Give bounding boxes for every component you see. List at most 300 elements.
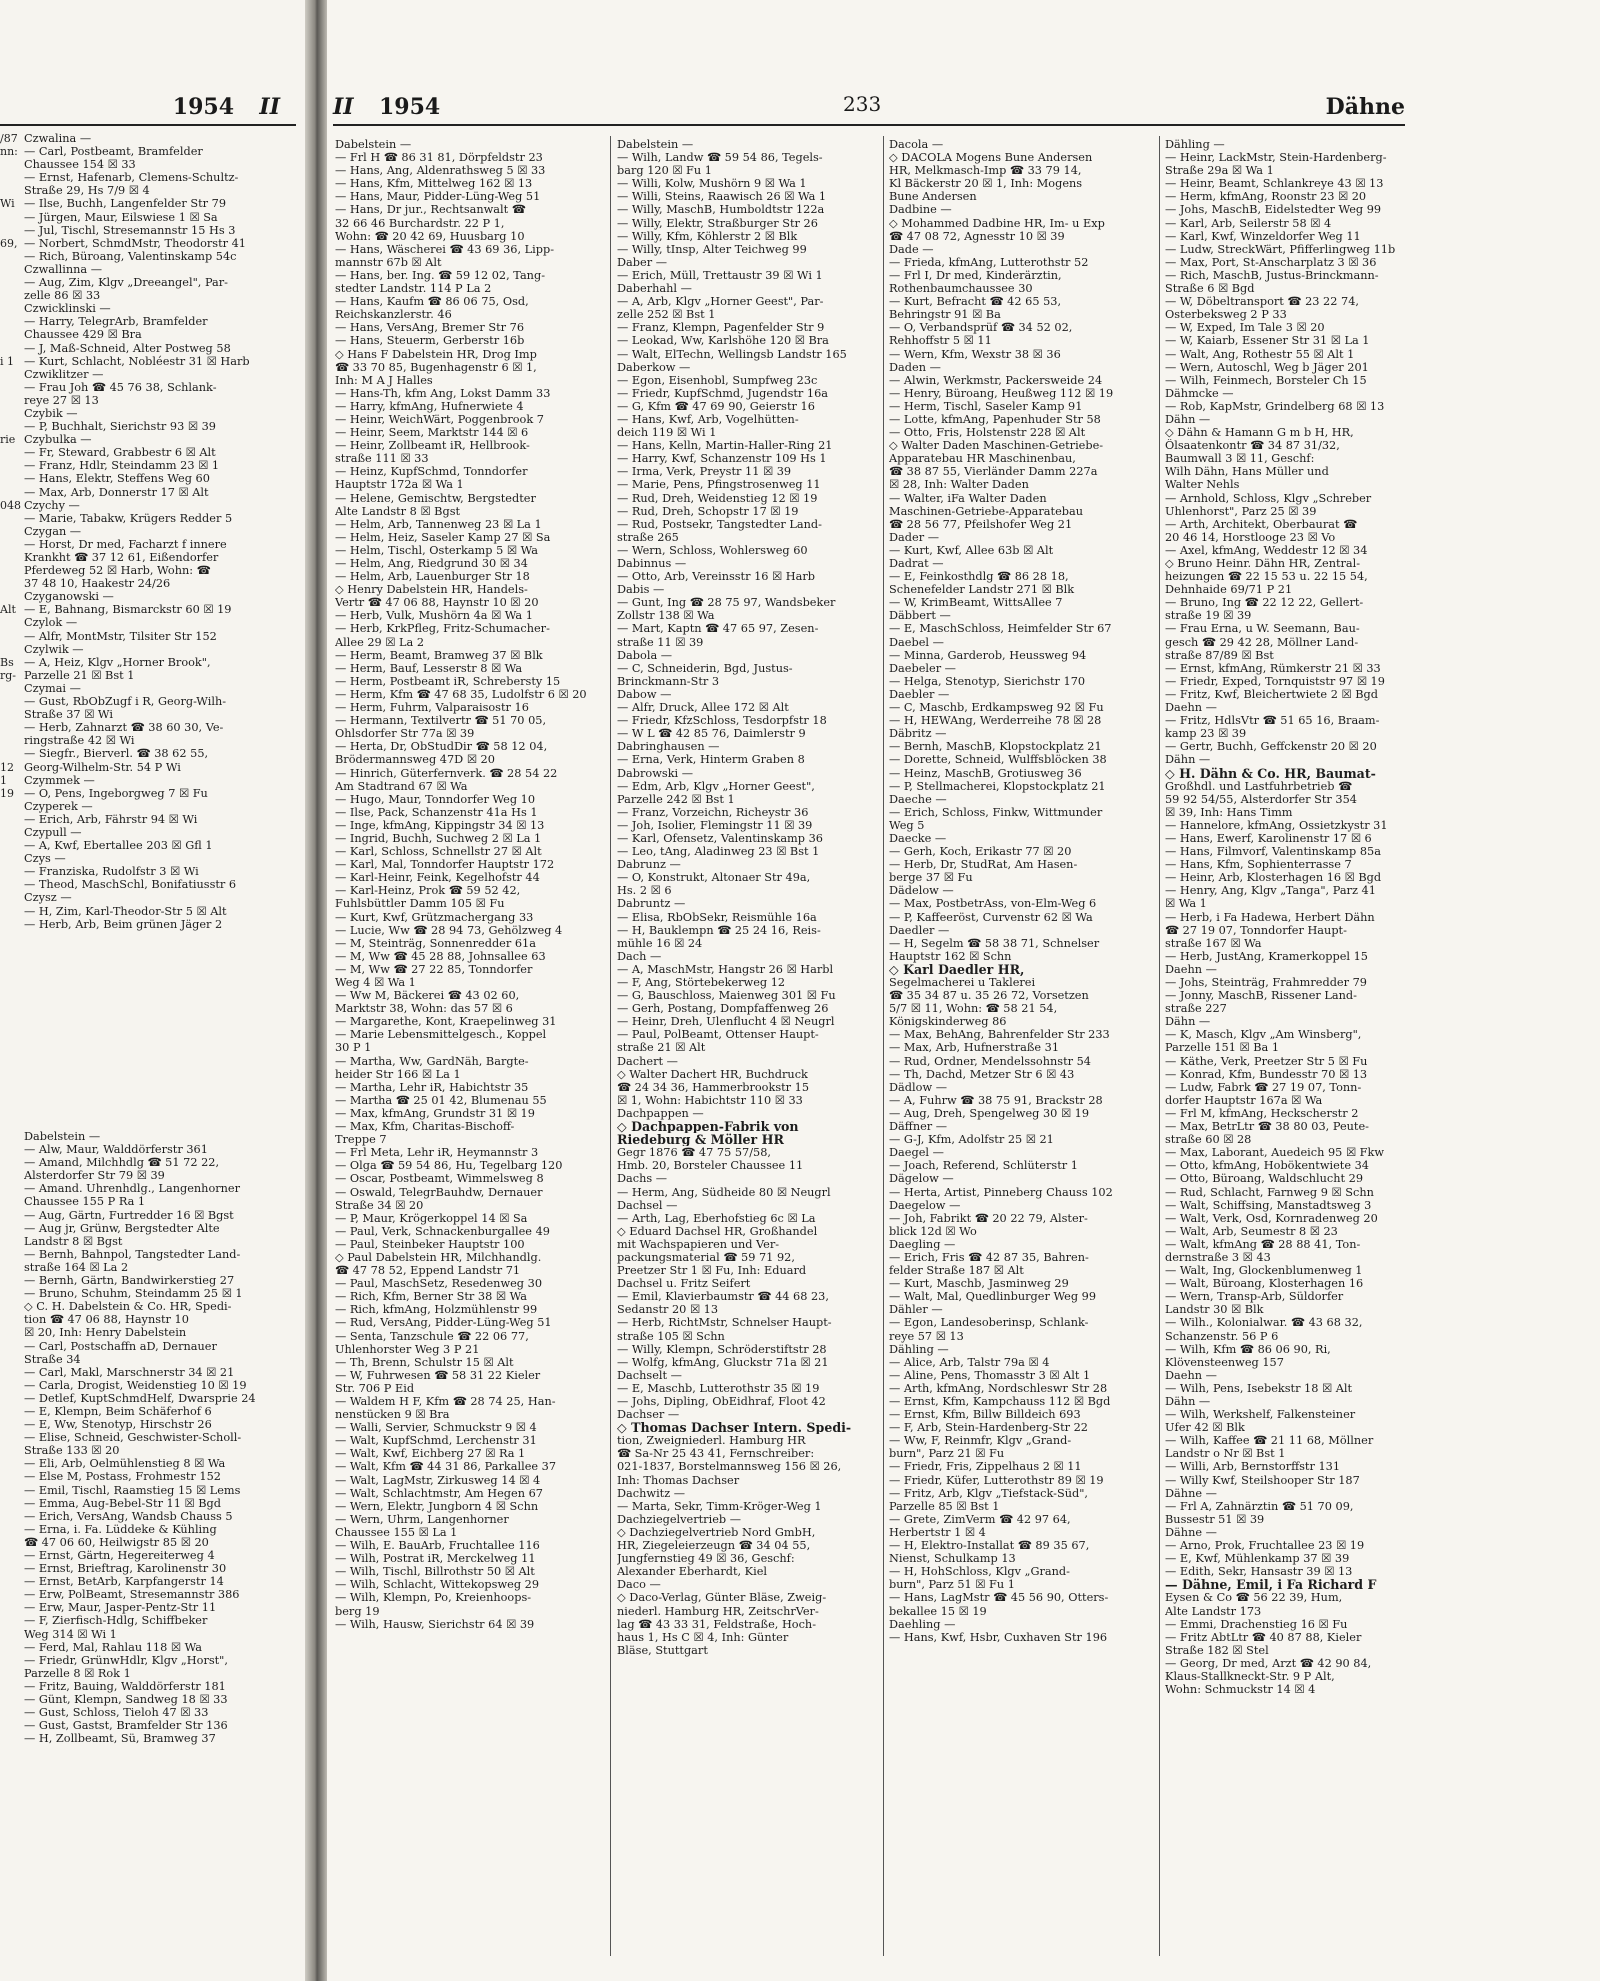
directory-entry-line: Pferdeweg 52 ☒ Harb, Wohn: ☎	[24, 564, 211, 578]
directory-column-3	[889, 138, 1155, 1644]
directory-entry-line: — Rud, Schlacht, Farnweg 9 ☒ Schn	[1165, 1185, 1374, 1199]
surname-heading: Dachziegelvertrieb —	[617, 1512, 742, 1526]
directory-entry-line: — Eli, Arb, Oelmühlenstieg 8 ☒ Wa	[24, 1457, 226, 1471]
directory-entry-line: — Walt, KupfSchmd, Lerchenstr 31	[335, 1434, 537, 1448]
directory-entry-line: ◇ Daco-Verlag, Günter Bläse, Zweig-	[617, 1591, 827, 1605]
directory-entry-line: — C, Maschb, Erdkampsweg 92 ☒ Fu	[889, 701, 1104, 715]
directory-entry-line: ☎ 33 70 85, Bugenhagenstr 6 ☒ 1,	[335, 360, 537, 374]
margin-fragment	[0, 721, 22, 734]
directory-entry-line: Chaussee 155 P Ra 1	[24, 1195, 146, 1209]
directory-entry-line: — G-J, Kfm, Adolfstr 25 ☒ 21	[889, 1133, 1054, 1147]
surname-heading: Dähler —	[889, 1303, 943, 1317]
directory-entry-line: — Hinrich, Güterfernverk. ☎ 28 54 22	[335, 766, 558, 780]
directory-entry-line: deich 119 ☒ Wi 1	[617, 426, 717, 440]
surname-heading: Dähn —	[1165, 1015, 1211, 1029]
surname-heading: Dabola —	[617, 648, 673, 662]
directory-entry-line: — Willy, tInsp, Alter Teichweg 99	[617, 242, 807, 256]
directory-entry-line: Ohlsdorfer Str 77a ☒ 39	[335, 727, 475, 741]
directory-entry-line: — Herm, Postbeamt iR, Schrebersty 15	[335, 674, 561, 688]
margin-fragment	[0, 446, 22, 459]
directory-entry-line: — Herb, RichtMstr, Schnelser Haupt-	[617, 1316, 832, 1330]
surname-heading: Czysz —	[24, 891, 72, 905]
directory-entry-line: Jungfernstieg 49 ☒ 36, Geschf:	[617, 1552, 795, 1566]
directory-entry-line: — Hans, ber. Ing. ☎ 59 12 02, Tang-	[335, 268, 546, 282]
directory-entry-line: Inh: M A J Halles	[335, 373, 433, 387]
directory-entry-line: — Günt, Klempn, Sandweg 18 ☒ 33	[24, 1693, 228, 1707]
directory-entry-line: — Arnhold, Schloss, Klgv „Schreber	[1165, 491, 1372, 505]
directory-entry-line: bekallee 15 ☒ 19	[889, 1604, 987, 1618]
header-keyword: Dähne	[1325, 94, 1405, 120]
directory-entry-line: — H, Elektro-Installat ☎ 89 35 67,	[889, 1539, 1090, 1553]
directory-entry-line: — Frau Erna, u W. Seemann, Bau-	[1165, 622, 1360, 636]
directory-entry-line: — Bruno, Ing ☎ 22 12 22, Gellert-	[1165, 596, 1364, 610]
directory-entry-line: — Alice, Arb, Talstr 79a ☒ 4	[889, 1355, 1050, 1369]
surname-heading: Daecke —	[889, 831, 947, 845]
left-header-year: 1954	[172, 94, 234, 120]
directory-entry-line: 5/7 ☒ 11, Wohn: ☎ 58 21 54,	[889, 1002, 1058, 1016]
directory-entry-line: — Th, Brenn, Schulstr 15 ☒ Alt	[335, 1355, 514, 1369]
directory-entry-line: — Emil, Klavierbaumstr ☎ 44 68 23,	[617, 1290, 829, 1304]
directory-entry-line: mannstr 67b ☒ Alt	[335, 255, 442, 269]
directory-entry-line: — W, Fuhrwesen ☎ 58 31 22 Kieler	[335, 1368, 541, 1382]
directory-entry-line: ☎ 38 87 55, Vierländer Damm 227a	[889, 465, 1098, 479]
directory-entry-line: — H, Segelm ☎ 58 38 71, Schnelser	[889, 936, 1100, 950]
directory-entry-line: Wilh Dähn, Hans Müller und	[1165, 465, 1329, 479]
left-page-header	[0, 88, 296, 126]
directory-entry-line: — Ernst, Gärtn, Hegereiterweg 4	[24, 1549, 215, 1562]
directory-entry-line: — Willy, Klempn, Schröderstiftstr 28	[617, 1342, 827, 1356]
directory-entry-line: Uhlenhorster Weg 3 P 21	[335, 1342, 480, 1356]
directory-entry-line: — F, Arb, Stein-Hardenberg-Str 22	[889, 1421, 1088, 1435]
directory-entry-line: Osterbeksweg 2 P 33	[1165, 308, 1287, 322]
directory-entry-line: — H, Zollbeamt, Sü, Bramweg 37	[24, 1732, 216, 1746]
margin-fragment	[0, 472, 22, 485]
directory-entry-line: — Johs, Steinträg, Frahmredder 79	[1165, 976, 1367, 989]
directory-entry-line: — Elise, Schneid, Geschwister-Scholl-	[24, 1431, 242, 1445]
margin-fragment	[0, 171, 22, 184]
directory-entry-line: — Heinz, MaschB, Grotiusweg 36	[889, 766, 1082, 780]
directory-entry-line: — E, Feinkosthdlg ☎ 86 28 18,	[889, 570, 1069, 584]
directory-entry-line: straße 11 ☒ 39	[617, 635, 704, 649]
directory-entry-line: Landstr 8 ☒ Bgst	[24, 1234, 123, 1248]
directory-entry-line: ☎ 47 06 60, Heilwigstr 85 ☒ 20	[24, 1535, 209, 1549]
margin-fragment	[0, 551, 22, 564]
directory-entry-line: — Walt, Ing, Glockenblumenweg 1	[1165, 1264, 1363, 1278]
directory-entry-line: — Karl-Heinr, Feink, Kegelhofstr 44	[335, 871, 540, 885]
directory-entry-line: — Jürgen, Maur, Eilswiese 1 ☒ Sa	[24, 210, 218, 224]
surname-heading: Däbbert —	[889, 609, 951, 623]
directory-entry-line: — Rud, Dreh, Schopstr 17 ☒ 19	[617, 504, 799, 518]
directory-entry-line: — Wilh, Schlacht, Wittekopsweg 29	[335, 1578, 540, 1592]
margin-fragment: 048	[0, 498, 21, 512]
margin-fragment	[0, 315, 22, 328]
directory-entry-line: — Herb, JustAng, Kramerkoppel 15	[1165, 949, 1368, 963]
surname-heading: Czybulka —	[24, 433, 92, 447]
surname-heading: Czylok —	[24, 616, 78, 630]
directory-entry-line: Eysen & Co ☎ 56 22 39, Hum,	[1165, 1591, 1343, 1605]
directory-entry-line: ☒ 39, Inh: Hans Timm	[1165, 805, 1293, 819]
directory-entry-line: berge 37 ☒ Fu	[889, 871, 973, 885]
directory-entry-line: — Horst, Dr med, Facharzt f innere	[24, 537, 227, 551]
surname-heading: Dabis —	[617, 583, 665, 597]
surname-heading: Czylwik —	[24, 642, 84, 656]
surname-heading: Daehn —	[1165, 701, 1217, 715]
directory-entry-line: — Otto, kfmAng, Hobökentwiete 34	[1165, 1159, 1369, 1173]
directory-entry-line: — Ww, F, Reinmfr, Klgv „Grand-	[889, 1434, 1072, 1448]
margin-fragment	[0, 616, 22, 629]
directory-entry-line: — Herb, Vulk, Mushörn 4a ☒ Wa 1	[335, 609, 533, 623]
directory-entry-line: straße 164 ☒ La 2	[24, 1260, 129, 1274]
directory-entry-line: — Wern, Uhrm, Langenhorner	[335, 1512, 509, 1526]
directory-entry-line: — Wilh, Kaffee ☎ 21 11 68, Möllner	[1165, 1434, 1374, 1448]
directory-entry-line: — Wilh, Landw ☎ 59 54 86, Tegels-	[617, 151, 823, 165]
directory-entry-line: ☎ 24 34 36, Hammerbrookstr 15	[617, 1080, 810, 1094]
directory-entry-line: — Paul, Verk, Schnackenburgallee 49	[335, 1224, 550, 1238]
directory-entry-line: HR, Melkmasch-Imp ☎ 33 79 14,	[889, 164, 1082, 178]
surname-heading: Czwicklinski —	[24, 302, 111, 316]
column-divider	[1159, 136, 1160, 1956]
right-header-year: 1954	[379, 94, 441, 120]
directory-entry-line: Fuhlsbüttler Damm 105 ☒ Fu	[335, 897, 505, 911]
directory-entry-line: — E, MaschSchloss, Heimfelder Str 67	[889, 622, 1112, 636]
directory-entry-line: Klövensteenweg 157	[1165, 1355, 1284, 1369]
directory-entry-line: Uhlenhorst", Parz 25 ☒ 39	[1165, 504, 1317, 518]
directory-entry-line: — Rud, Postsekr, Tangstedter Land-	[617, 517, 822, 531]
directory-entry-line: — Bernh, Gärtn, Bandwirkerstieg 27	[24, 1274, 235, 1288]
margin-fragment	[0, 747, 22, 760]
directory-entry-line: Marktstr 38, Wohn: das 57 ☒ 6	[335, 1002, 513, 1016]
margin-fragment	[0, 342, 22, 355]
directory-entry-line: ☎ Sa-Nr 25 43 41, Fernschreiber:	[617, 1447, 815, 1461]
directory-entry-line: ringstraße 42 ☒ Wi	[24, 734, 135, 748]
directory-entry-line: — Gust, RbObZugf i R, Georg-Wilh-	[24, 695, 227, 709]
directory-entry-line: — Fritz, Kwf, Bleichertwiete 2 ☒ Bgd	[1165, 687, 1378, 701]
directory-entry-line: — Max, Arb, Hufnerstraße 31	[889, 1041, 1060, 1055]
directory-entry-line: — W, Kaiarb, Essener Str 31 ☒ La 1	[1165, 334, 1370, 348]
directory-entry-line: — Egon, Eisenhobl, Sumpfweg 23c	[617, 373, 818, 387]
surname-heading: Czyperek —	[24, 799, 93, 813]
surname-heading: Daber —	[617, 255, 667, 269]
directory-entry-line: — Max, kfmAng, Grundstr 31 ☒ 19	[335, 1106, 535, 1120]
directory-entry-line: — Frl I, Dr med, Kinderärztin,	[889, 268, 1062, 282]
directory-entry-line: — Jonny, MaschB, Rissener Land-	[1165, 989, 1357, 1003]
surname-heading: Dachser —	[617, 1408, 680, 1422]
directory-entry-line: — Bernh, MaschB, Klopstockplatz 21	[889, 740, 1102, 754]
margin-fragment: nn:	[0, 145, 18, 159]
directory-entry-line: — Fritz, Bauing, Walddörferstr 181	[24, 1679, 226, 1693]
directory-entry-line: — Friedr, Fris, Zippelhaus 2 ☒ 11	[889, 1460, 1082, 1474]
directory-entry-line: — H, HohSchloss, Klgv „Grand-	[889, 1565, 1070, 1579]
margin-fragment	[0, 525, 22, 538]
surname-heading: Daegling —	[889, 1237, 956, 1251]
directory-entry-line: Parzelle 8 ☒ Rok 1	[24, 1666, 131, 1680]
directory-entry-line: Treppe 7	[335, 1133, 387, 1147]
margin-fragment	[0, 328, 22, 341]
directory-entry-line: — M, Steinträg, Sonnenredder 61a	[335, 936, 536, 950]
directory-entry-line: — W, Döbeltransport ☎ 23 22 74,	[1165, 295, 1359, 309]
directory-entry-line: — Hans, Steuerm, Gerberstr 16b	[335, 334, 525, 348]
margin-fragment	[0, 211, 22, 224]
directory-entry-line: burn", Parz 21 ☒ Fu	[889, 1447, 1005, 1461]
directory-entry-line: straße 21 ☒ Alt	[617, 1041, 706, 1055]
directory-entry-line: — Aug, Dreh, Spengelweg 30 ☒ 19	[889, 1106, 1090, 1120]
surname-heading: Dadbine —	[889, 203, 952, 217]
column-divider	[883, 136, 884, 1956]
surname-heading: Daberhahl —	[617, 282, 692, 296]
directory-entry-line: Dehnhaide 69/71 P 21	[1165, 583, 1293, 597]
directory-entry-line: — Helm, Ang, Riedgrund 30 ☒ 34	[335, 557, 528, 570]
directory-entry-line: — Ernst, Hafenarb, Clemens-Schultz-	[24, 171, 239, 185]
directory-entry-line: Riedeburg & Möller HR	[617, 1133, 784, 1147]
directory-entry-line: — Hans, Maur, Pidder-Lüng-Weg 51	[335, 190, 541, 204]
surname-heading: Czypull —	[24, 825, 82, 839]
directory-entry-line: ☎ 47 78 52, Eppend Landstr 71	[335, 1264, 521, 1278]
directory-entry-line: 20 46 14, Horstlooge 23 ☒ Vo	[1165, 530, 1336, 544]
directory-entry-line: packungsmaterial ☎ 59 71 92,	[617, 1250, 795, 1264]
directory-entry-line: — Georg, Dr med, Arzt ☎ 42 90 84,	[1165, 1656, 1372, 1670]
directory-entry-line: — Arth, Architekt, Oberbaurat ☎	[1165, 517, 1358, 531]
surname-heading: Czwalina —	[24, 132, 92, 145]
directory-entry-line: — Arno, Prok, Fruchtallee 23 ☒ 19	[1165, 1539, 1365, 1553]
directory-entry-line: Bussestr 51 ☒ 39	[1165, 1512, 1265, 1526]
surname-heading: Czyganowski —	[24, 590, 114, 604]
surname-heading: Dähling —	[1165, 138, 1225, 151]
directory-entry-line: Nienst, Schulkamp 13	[889, 1552, 1016, 1566]
directory-entry-line: — Hugo, Maur, Tonndorfer Weg 10	[335, 792, 536, 806]
surname-heading: Dabelstein —	[617, 138, 694, 151]
margin-fragment	[0, 276, 22, 289]
directory-entry-line: — Marta, Sekr, Timm-Kröger-Weg 1	[617, 1499, 822, 1513]
directory-entry-line: — Kurt, Kwf, Grützmachergang 33	[335, 910, 534, 924]
margin-fragment	[0, 734, 22, 747]
directory-entry-line: ◇ Paul Dabelstein HR, Milchhandlg.	[335, 1250, 542, 1264]
directory-entry-line: Straße 34 ☒ 20	[335, 1198, 424, 1212]
directory-entry-line: 30 P 1	[335, 1041, 372, 1055]
directory-entry-line: — Leokad, Ww, Karlshöhe 120 ☒ Bra	[617, 334, 829, 348]
margin-fragment: rg-	[0, 668, 17, 682]
margin-fragment	[0, 486, 22, 499]
directory-entry-line: — O, Konstrukt, Altonaer Str 49a,	[617, 871, 811, 885]
directory-entry-line: — Rob, KapMstr, Grindelberg 68 ☒ 13	[1165, 399, 1385, 413]
directory-entry-line: — Leo, tAng, Aladinweg 23 ☒ Bst 1	[617, 845, 820, 859]
directory-entry-line: Parzelle 85 ☒ Bst 1	[889, 1499, 1000, 1513]
surname-heading: Dabringhausen —	[617, 740, 720, 754]
surname-heading: Däbritz —	[889, 727, 947, 741]
right-header-roman: II	[333, 94, 354, 120]
directory-entry-line: — Hermann, Textilvertr ☎ 51 70 05,	[335, 714, 547, 728]
directory-entry-line: Schanzenstr. 56 P 6	[1165, 1329, 1279, 1343]
directory-entry-line: straße 167 ☒ Wa	[1165, 936, 1262, 950]
directory-entry-line: — M, Ww ☎ 45 28 88, Johnsallee 63	[335, 949, 546, 963]
directory-entry-line: — H, Zim, Karl-Theodor-Str 5 ☒ Alt	[24, 904, 227, 918]
directory-entry-line: — Karl, Mal, Tonndorfer Hauptstr 172	[335, 858, 555, 872]
directory-entry-line: — Franz, Vorzeichn, Richeystr 36	[617, 805, 809, 819]
directory-entry-line: ◇ Bruno Heinr. Dähn HR, Zentral-	[1165, 557, 1361, 570]
directory-entry-line: — Willy, Elektr, Straßburger Str 26	[617, 216, 818, 230]
directory-entry-line: — Walt, Kwf, Eichberg 27 ☒ Ra 1	[335, 1447, 526, 1461]
directory-entry-line: Chaussee 154 ☒ 33	[24, 158, 136, 172]
directory-entry-line: — Waldem H F, Kfm ☎ 28 74 25, Han-	[335, 1395, 556, 1408]
directory-entry-line: — Henry, Ang, Klgv „Tanga", Parz 41	[1165, 884, 1376, 898]
surname-heading: Czychy —	[24, 498, 80, 512]
directory-entry-line: straße 265	[617, 530, 679, 544]
directory-entry-line: — Marie Lebensmittelgesch., Koppel	[335, 1028, 547, 1042]
directory-entry-line: lag ☎ 43 33 31, Feldstraße, Hoch-	[617, 1617, 817, 1631]
directory-entry-line: reye 27 ☒ 13	[24, 393, 99, 407]
surname-heading: Daeche —	[889, 792, 947, 806]
directory-entry-line: — Alfr, Druck, Allee 172 ☒ Alt	[617, 701, 789, 715]
margin-fragment	[0, 394, 22, 407]
directory-entry-line: — Henry, Büroang, Heußweg 112 ☒ 19	[889, 386, 1114, 400]
directory-entry-line: gesch ☎ 29 42 28, Möllner Land-	[1165, 635, 1359, 649]
directory-entry-line: ☎ 28 56 77, Pfeilshofer Weg 21	[889, 517, 1073, 531]
directory-entry-line: — Heinr, Zollbeamt iR, Hellbrook-	[335, 439, 530, 453]
left-column-top	[24, 132, 292, 931]
directory-entry-line: — Frl A, Zahnärztin ☎ 51 70 09,	[1165, 1499, 1354, 1513]
directory-column-4	[1165, 138, 1433, 1696]
directory-entry-line: — Erna, i. Fa. Lüddeke & Kühling	[24, 1522, 217, 1536]
directory-entry-line: stedter Landstr. 114 P La 2	[335, 282, 492, 296]
directory-entry-line: — Carla, Drogist, Weidenstieg 10 ☒ 19	[24, 1378, 247, 1392]
directory-entry-line: — Rud, Dreh, Weidenstieg 12 ☒ 19	[617, 491, 818, 505]
directory-entry-line: — Heinr, Seem, Marktstr 144 ☒ 6	[335, 426, 529, 440]
directory-entry-line: Maschinen-Getriebe-Apparatebau	[889, 504, 1084, 518]
directory-entry-line: — Ludw, StreckWärt, Pfifferlingweg 11b	[1165, 242, 1396, 256]
directory-entry-line: Straße 29a ☒ Wa 1	[1165, 164, 1274, 178]
surname-heading: Dade —	[889, 242, 934, 256]
directory-entry-line: — Ingrid, Buchh, Suchweg 2 ☒ La 1	[335, 831, 542, 845]
directory-entry-line: — Fr, Steward, Grabbestr 6 ☒ Alt	[24, 446, 216, 460]
directory-entry-line: — Paul, PolBeamt, Ottenser Haupt-	[617, 1028, 819, 1042]
directory-entry-line: — Herb, Arb, Beim grünen Jäger 2	[24, 917, 223, 931]
directory-entry-line: ◇ DACOLA Mogens Bune Andersen	[889, 151, 1093, 165]
directory-entry-line: — Erich, Fris ☎ 42 87 35, Bahren-	[889, 1250, 1089, 1264]
directory-entry-line: — Axel, kfmAng, Weddestr 12 ☒ 34	[1165, 543, 1368, 557]
directory-entry-line: — Oswald, TelegrBauhdw, Dernauer	[335, 1185, 543, 1199]
directory-entry-line: — A, Fuhrw ☎ 38 75 91, Brackstr 28	[889, 1093, 1103, 1107]
left-margin-fragments	[0, 132, 22, 800]
directory-entry-line: — Bernh, Bahnpol, Tangstedter Land-	[24, 1247, 241, 1261]
directory-entry-line: ☎ 27 19 07, Tonndorfer Haupt-	[1165, 923, 1347, 937]
directory-entry-line: — Max, BetrLtr ☎ 38 80 03, Peute-	[1165, 1120, 1369, 1134]
directory-entry-line: — Johs, MaschB, Eidelstedter Weg 99	[1165, 203, 1382, 217]
surname-heading: Dähne —	[1165, 1486, 1217, 1500]
directory-entry-line: — Emma, Aug-Bebel-Str 11 ☒ Bgd	[24, 1496, 222, 1510]
directory-entry-line: — Walter, iFa Walter Daden	[889, 491, 1047, 505]
margin-fragment	[0, 263, 22, 276]
directory-entry-line: — E, Maschb, Lutterothstr 35 ☒ 19	[617, 1381, 820, 1395]
directory-entry-line: — Joh, Isolier, Flemingstr 11 ☒ 39	[617, 818, 813, 832]
directory-entry-line: — Karl, Ofensetz, Valentinskamp 36	[617, 831, 823, 845]
directory-entry-line: — Harry, kfmAng, Hufnerwiete 4	[335, 399, 524, 413]
surname-heading: Dachwitz —	[617, 1486, 686, 1500]
surname-heading: Dachs —	[617, 1172, 668, 1186]
directory-entry-line: — Franz, Klempn, Pagenfelder Str 9	[617, 321, 825, 335]
directory-entry-line: niederl. Hamburg HR, ZeitschrVer-	[617, 1604, 819, 1618]
directory-entry-line: — Willy Kwf, Steilshooper Str 187	[1165, 1473, 1360, 1487]
directory-entry-line: — Helm, Heiz, Saseler Kamp 27 ☒ Sa	[335, 530, 551, 544]
directory-entry-line: — Otto, Fris, Holstenstr 228 ☒ Alt	[889, 426, 1086, 440]
directory-entry-line: — Grete, ZimVerm ☎ 42 97 64,	[889, 1512, 1071, 1526]
directory-entry-line: — Wern, Elektr, Jungborn 4 ☒ Schn	[335, 1499, 539, 1513]
directory-entry-line: — Ernst, Kfm, Kampchauss 112 ☒ Bgd	[889, 1395, 1111, 1408]
directory-entry-line: — Elisa, RbObSekr, Reismühle 16a	[617, 910, 817, 924]
directory-entry-line: Krankht ☎ 37 12 61, Eißendorfer	[24, 551, 219, 564]
directory-entry-line: — Wilh, E. BauArb, Fruchtallee 116	[335, 1539, 540, 1553]
directory-entry-line: — Herm, Kfm ☎ 47 68 35, Ludolfstr 6 ☒ 20	[335, 687, 587, 701]
directory-entry-line: — Franziska, Rudolfstr 3 ☒ Wi	[24, 865, 199, 879]
directory-entry-line: — Hans, Ang, Aldenrathsweg 5 ☒ 33	[335, 164, 546, 178]
directory-entry-line: Straße 37 ☒ Wi	[24, 708, 113, 722]
directory-entry-line: ◇ Henry Dabelstein HR, Handels-	[335, 583, 528, 597]
directory-entry-line: — H, HEWAng, Werderreihe 78 ☒ 28	[889, 714, 1102, 728]
directory-entry-line: 59 92 54/55, Alsterdorfer Str 354	[1165, 792, 1357, 806]
directory-entry-line: ◇ Karl Daedler HR,	[889, 962, 1025, 976]
surname-heading: Czwiklitzer —	[24, 367, 104, 381]
surname-heading: Dähn —	[1165, 753, 1211, 767]
directory-entry-line: Behringstr 91 ☒ Ba	[889, 308, 1001, 322]
directory-entry-line: — Helga, Stenotyp, Sierichstr 170	[889, 674, 1086, 688]
directory-entry-line: — Herm, Fuhrm, Valparaisostr 16	[335, 701, 529, 715]
directory-entry-line: — Herm, Tischl, Saseler Kamp 91	[889, 399, 1083, 413]
directory-entry-line: — Erich, Schloss, Finkw, Wittmunder	[889, 805, 1103, 819]
directory-entry-line: Straße 29, Hs 7/9 ☒ 4	[24, 184, 150, 198]
directory-entry-line: — Max, Kfm, Charitas-Bischoff-	[335, 1120, 515, 1134]
surname-heading: Daegel —	[889, 1146, 944, 1160]
surname-heading: Daedler —	[889, 923, 950, 937]
directory-entry-line: — Wilh., Kolonialwar. ☎ 43 68 32,	[1165, 1316, 1363, 1330]
margin-fragment	[0, 184, 22, 197]
directory-entry-line: Ufer 42 ☒ Blk	[1165, 1421, 1245, 1435]
directory-entry-line: — Helm, Arb, Tannenweg 23 ☒ La 1	[335, 517, 542, 531]
directory-entry-line: — Helm, Tischl, Osterkamp 5 ☒ Wa	[335, 543, 538, 557]
directory-entry-line: straße 19 ☒ 39	[1165, 609, 1252, 623]
directory-entry-line: ◇ Walter Daden Maschinen-Getriebe-	[889, 439, 1104, 453]
directory-entry-line: — K, Masch, Klgv „Am Winsberg",	[1165, 1028, 1362, 1042]
directory-entry-line: Str. 706 P Eid	[335, 1381, 415, 1395]
directory-entry-line: — Aug, Gärtn, Furtredder 16 ☒ Bgst	[24, 1208, 234, 1222]
directory-entry-line: — Siegfr., Bierverl. ☎ 38 62 55,	[24, 747, 209, 761]
directory-entry-line: Hauptstr 162 ☒ Schn	[889, 949, 1012, 963]
directory-entry-line: — E, Klempn, Beim Schäferhof 6	[24, 1404, 212, 1418]
margin-fragment	[0, 695, 22, 708]
directory-entry-line: — Alw, Maur, Walddörferstr 361	[24, 1143, 208, 1157]
directory-entry-line: — Dähne, Emil, i Fa Richard F	[1165, 1578, 1377, 1592]
directory-entry-line: barg 120 ☒ Fu 1	[617, 164, 712, 178]
directory-entry-line: — Helm, Arb, Lauenburger Str 18	[335, 570, 530, 584]
directory-entry-line: — Hans, Kaufm ☎ 86 06 75, Osd,	[335, 295, 529, 309]
directory-entry-line: Walter Nehls	[1165, 478, 1240, 492]
directory-entry-line: Hauptstr 172a ☒ Wa 1	[335, 478, 464, 492]
directory-entry-line: — Wilh, Klempn, Po, Kreienhoops-	[335, 1591, 532, 1605]
directory-entry-line: — Friedr, KupfSchmd, Jugendstr 16a	[617, 386, 829, 400]
directory-entry-line: — Hans, Ewerf, Karolinenstr 17 ☒ 6	[1165, 831, 1372, 845]
directory-entry-line: — Paul, Steinbeker Hauptstr 100	[335, 1237, 525, 1251]
directory-column-1	[335, 138, 605, 1631]
directory-entry-line: — Konrad, Kfm, Bundesstr 70 ☒ 13	[1165, 1067, 1368, 1081]
directory-entry-line: Wohn: ☎ 20 42 69, Huusbarg 10	[335, 229, 525, 243]
directory-entry-line: — C, Schneiderin, Bgd, Justus-	[617, 661, 793, 675]
directory-entry-line: berg 19	[335, 1604, 380, 1618]
directory-entry-line: Parzelle 21 ☒ Bst 1	[24, 668, 135, 682]
margin-fragment	[0, 368, 22, 381]
surname-heading: Dachsel —	[617, 1198, 678, 1212]
directory-entry-line: — A, Kwf, Ebertallee 203 ☒ Gfl 1	[24, 839, 213, 853]
directory-entry-line: — Harry, TelegrArb, Bramfelder	[24, 315, 208, 329]
surname-heading: Däffner —	[889, 1120, 948, 1134]
directory-entry-line: — Herb, i Fa Hadewa, Herbert Dähn	[1165, 910, 1375, 924]
directory-entry-line: — P, Maur, Krögerkoppel 14 ☒ Sa	[335, 1211, 528, 1225]
